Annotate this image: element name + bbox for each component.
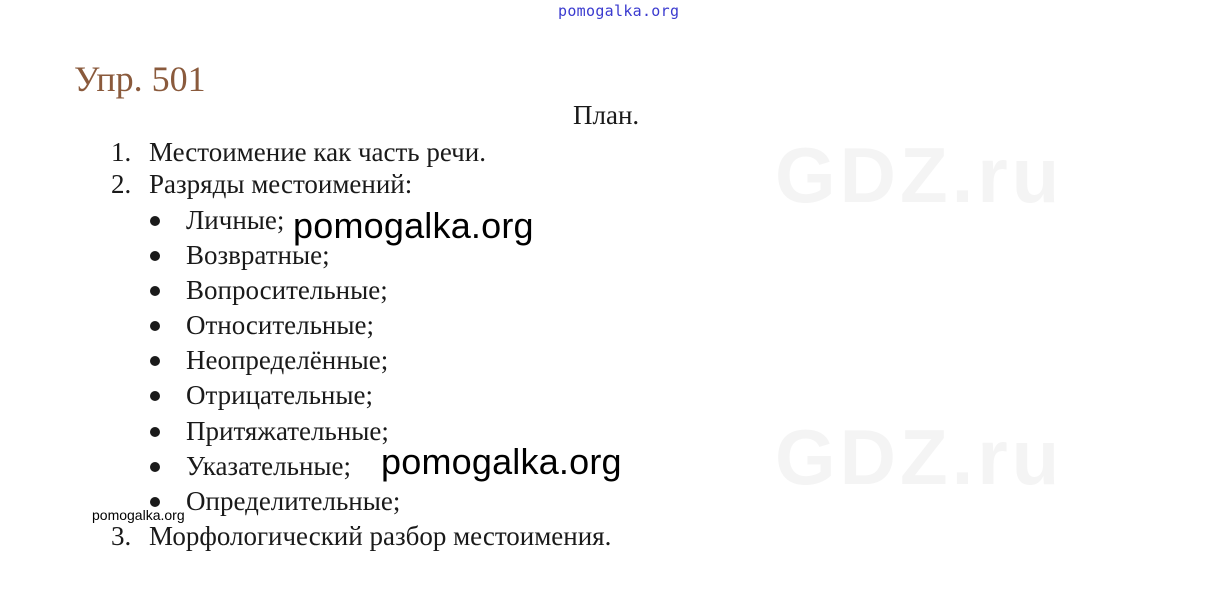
bullet-icon <box>150 497 160 507</box>
bullet-icon <box>150 286 160 296</box>
watermark-overlay-lower: pomogalka.org <box>381 441 622 482</box>
plan-item-text: Морфологический разбор местоимения. <box>149 521 612 551</box>
exercise-title: Упр. 501 <box>74 59 206 99</box>
bullet-icon <box>150 251 160 261</box>
plan-heading: План. <box>573 100 640 130</box>
category-label: Определительные; <box>186 486 401 516</box>
bullet-icon <box>150 427 160 437</box>
plan-item-text: Местоимение как часть речи. <box>149 137 486 167</box>
category-label: Неопределённые; <box>186 345 389 375</box>
category-label: Вопросительные; <box>186 275 388 305</box>
top-watermark: pomogalka.org <box>558 2 680 20</box>
bullet-icon <box>150 391 160 401</box>
plan-item-text: Разряды местоимений: <box>149 169 413 199</box>
plan-item-number: 2. <box>111 169 132 199</box>
bullet-icon <box>150 216 160 226</box>
bullet-icon <box>150 356 160 366</box>
category-label: Указательные; <box>186 451 352 481</box>
plan-item-number: 3. <box>111 521 132 551</box>
bullet-icon <box>150 321 160 331</box>
category-label: Относительные; <box>186 310 374 340</box>
category-label: Отрицательные; <box>186 380 373 410</box>
gdz-ghost-watermark-2: GDZ.ru <box>775 413 1064 501</box>
plan-item-number: 1. <box>111 137 132 167</box>
category-label: Личные; <box>186 205 285 235</box>
gdz-ghost-watermark-1: GDZ.ru <box>775 131 1064 219</box>
watermark-small: pomogalka.org <box>92 507 185 523</box>
bullet-icon <box>150 462 160 472</box>
category-label: Возвратные; <box>186 240 330 270</box>
watermark-overlay-mid: pomogalka.org <box>293 205 534 246</box>
category-label: Притяжательные; <box>186 416 389 446</box>
